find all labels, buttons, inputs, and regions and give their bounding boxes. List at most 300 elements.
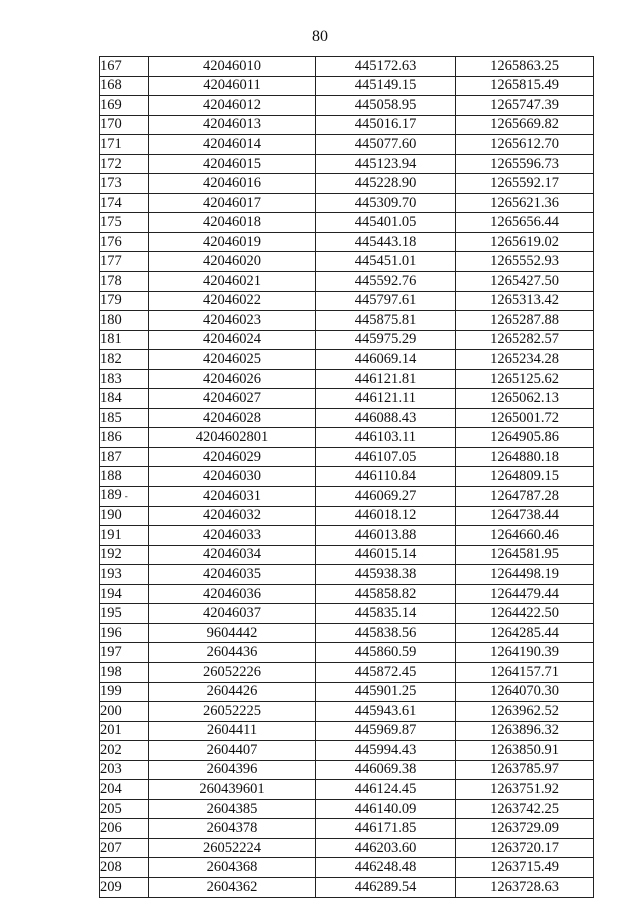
point-id-cell-text: 4204602801 [195, 429, 269, 446]
y-coordinate-cell-text: 1265596.73 [490, 155, 559, 172]
point-number-cell-text: 188 [100, 468, 122, 485]
y-coordinate-cell-text: 1264498.19 [490, 565, 559, 582]
y-coordinate-cell-text: 1264422.50 [490, 605, 559, 622]
point-number-cell-text: 169 [100, 96, 122, 113]
point-number-cell [100, 565, 149, 585]
point-number-cell [100, 350, 149, 370]
point-id-cell [149, 467, 316, 487]
point-id-cell [149, 115, 316, 135]
point-number-cell-text: 200 [100, 702, 122, 719]
y-coordinate-cell [456, 877, 594, 897]
x-coordinate-cell-text: 445123.94 [354, 155, 417, 172]
y-coordinate-cell [456, 311, 594, 331]
y-coordinate-cell [456, 662, 594, 682]
point-id-cell [149, 545, 316, 565]
x-coordinate-cell-text: 446121.11 [354, 390, 417, 407]
x-coordinate-cell-text: 446140.09 [354, 800, 417, 817]
x-coordinate-cell [316, 174, 456, 194]
point-number-cell-text: 204 [100, 781, 122, 797]
point-id-cell-text: 42046029 [203, 448, 261, 465]
x-coordinate-cell [316, 135, 456, 155]
point-id-cell [149, 330, 316, 350]
y-coordinate-cell [456, 682, 594, 702]
point-number-cell [100, 643, 149, 663]
y-coordinate-cell [456, 506, 594, 526]
table-row [100, 506, 594, 526]
y-coordinate-cell [456, 604, 594, 624]
point-id-cell-text: 42046035 [203, 565, 261, 582]
y-coordinate-cell-text: 1263728.63 [490, 878, 559, 895]
y-coordinate-cell [456, 76, 594, 96]
point-number-cell [100, 272, 149, 292]
point-id-cell [149, 682, 316, 702]
point-id-cell [149, 799, 316, 819]
y-coordinate-cell-text: 1264738.44 [490, 507, 559, 524]
point-id-cell-text: 42046019 [203, 233, 261, 250]
table-row [100, 311, 594, 331]
y-coordinate-cell-text: 1265621.36 [490, 194, 559, 211]
point-number-cell-text: 181 [100, 331, 122, 348]
y-coordinate-cell [456, 330, 594, 350]
table-row [100, 545, 594, 565]
table-row [100, 741, 594, 761]
y-coordinate-cell [456, 799, 594, 819]
point-id-cell [149, 877, 316, 897]
x-coordinate-cell [316, 565, 456, 585]
point-id-cell-text: 42046023 [203, 311, 261, 328]
x-coordinate-cell [316, 350, 456, 370]
point-number-cell [100, 311, 149, 331]
x-coordinate-cell [316, 643, 456, 663]
point-id-cell-text: 42046037 [203, 605, 261, 622]
x-coordinate-cell [316, 389, 456, 409]
y-coordinate-cell [456, 350, 594, 370]
point-id-cell-text: 2604362 [206, 878, 258, 895]
point-number-cell [100, 506, 149, 526]
point-id-cell-text: 42046013 [203, 116, 261, 133]
y-coordinate-cell [456, 741, 594, 761]
y-coordinate-cell [456, 447, 594, 467]
table-row [100, 428, 594, 448]
point-number-cell [100, 623, 149, 643]
y-coordinate-cell [456, 252, 594, 272]
y-coordinate-cell-text: 1263720.17 [490, 839, 559, 856]
table-row [100, 838, 594, 858]
point-number-cell [100, 193, 149, 213]
point-number-cell-text: 209 [100, 878, 122, 895]
y-coordinate-cell-text: 1265815.49 [490, 77, 559, 94]
point-number-cell-text: 183 [100, 370, 122, 387]
x-coordinate-cell-text: 446018.12 [354, 507, 417, 524]
point-id-cell [149, 76, 316, 96]
point-number-cell [100, 721, 149, 741]
point-number-cell-text: 191 [100, 526, 122, 543]
x-coordinate-cell-text: 446110.84 [354, 468, 417, 485]
table-row [100, 408, 594, 428]
table-row [100, 526, 594, 546]
point-id-cell [149, 272, 316, 292]
x-coordinate-cell-text: 445443.18 [354, 233, 417, 250]
point-id-cell-text: 42046014 [203, 135, 261, 152]
x-coordinate-cell [316, 213, 456, 233]
point-id-cell [149, 662, 316, 682]
x-coordinate-cell [316, 408, 456, 428]
point-id-cell-text: 2604378 [206, 820, 258, 837]
point-number-cell [100, 741, 149, 761]
point-id-cell [149, 702, 316, 722]
point-number-cell-text: 167 [100, 57, 122, 74]
point-id-cell [149, 252, 316, 272]
table-row [100, 135, 594, 155]
table-row [100, 623, 594, 643]
y-coordinate-cell-text: 1263850.91 [490, 741, 559, 758]
point-id-cell [149, 311, 316, 331]
x-coordinate-cell-text: 446069.27 [354, 487, 417, 504]
y-coordinate-cell [456, 643, 594, 663]
point-number-cell-text: 192 [100, 546, 122, 563]
x-coordinate-cell-text: 445228.90 [354, 175, 417, 192]
point-number-cell [100, 252, 149, 272]
point-number-cell-text: 194 [100, 585, 122, 602]
table-row [100, 760, 594, 780]
point-id-cell-text: 42046016 [203, 175, 261, 192]
x-coordinate-cell-text: 445401.05 [354, 214, 417, 231]
y-coordinate-cell-text: 1264157.71 [490, 663, 559, 680]
point-number-cell-text: 185 [100, 409, 122, 426]
table-row [100, 662, 594, 682]
point-id-cell-text: 2604436 [206, 644, 258, 661]
table-row [100, 96, 594, 116]
point-id-cell [149, 174, 316, 194]
point-number-cell [100, 96, 149, 116]
x-coordinate-cell-text: 445969.87 [354, 722, 417, 739]
point-id-cell [149, 428, 316, 448]
point-number-cell [100, 330, 149, 350]
y-coordinate-cell [456, 115, 594, 135]
point-id-cell [149, 643, 316, 663]
x-coordinate-cell-text: 445975.29 [354, 331, 417, 348]
table-row [100, 447, 594, 467]
coordinates-table [99, 56, 594, 898]
x-coordinate-cell-text: 445943.61 [354, 702, 417, 719]
y-coordinate-cell [456, 819, 594, 839]
point-id-cell [149, 858, 316, 878]
table-row [100, 154, 594, 174]
point-id-cell-text: 260439601 [199, 781, 265, 797]
point-number-cell [100, 545, 149, 565]
y-coordinate-cell [456, 135, 594, 155]
y-coordinate-cell-text: 1264880.18 [490, 448, 559, 465]
y-coordinate-cell [456, 193, 594, 213]
table-row [100, 799, 594, 819]
y-coordinate-cell-text: 1264809.15 [490, 468, 559, 485]
y-coordinate-cell [456, 565, 594, 585]
point-number-cell [100, 369, 149, 389]
x-coordinate-cell [316, 799, 456, 819]
y-coordinate-cell [456, 291, 594, 311]
x-coordinate-cell-text: 445149.15 [354, 77, 417, 94]
x-coordinate-cell [316, 760, 456, 780]
x-coordinate-cell-text: 446124.45 [354, 781, 417, 797]
point-number-cell-text: 206 [100, 820, 122, 837]
x-coordinate-cell-text: 446088.43 [354, 409, 417, 426]
point-id-cell [149, 232, 316, 252]
point-number-cell [100, 858, 149, 878]
x-coordinate-cell [316, 272, 456, 292]
x-coordinate-cell [316, 545, 456, 565]
y-coordinate-cell-text: 1265669.82 [490, 116, 559, 133]
point-id-cell-text: 2604385 [206, 800, 258, 817]
table-row [100, 389, 594, 409]
point-id-cell-text: 2604407 [206, 741, 258, 758]
y-coordinate-cell [456, 57, 594, 77]
point-id-cell-text: 2604411 [206, 722, 258, 739]
point-id-cell-text: 42046020 [203, 253, 261, 270]
y-coordinate-cell-text: 1263751.92 [490, 781, 559, 797]
point-id-cell [149, 838, 316, 858]
point-id-cell-text: 42046022 [203, 292, 261, 309]
point-id-cell-text: 42046018 [203, 214, 261, 231]
point-number-cell-text: 171 [100, 135, 122, 152]
y-coordinate-cell-text: 1265001.72 [490, 409, 559, 426]
y-coordinate-cell [456, 487, 594, 507]
point-id-cell [149, 154, 316, 174]
x-coordinate-cell-text: 446203.60 [354, 839, 417, 856]
table-row [100, 232, 594, 252]
point-id-cell [149, 96, 316, 116]
table-row [100, 252, 594, 272]
stray-mark: - [124, 491, 128, 502]
point-number-cell-text: 193 [100, 565, 122, 582]
point-number-cell-text: 177 [100, 253, 122, 270]
point-id-cell-text: 42046026 [203, 370, 261, 387]
y-coordinate-cell-text: 1263715.49 [490, 859, 559, 876]
point-id-cell-text: 42046011 [203, 77, 261, 94]
y-coordinate-cell [456, 545, 594, 565]
x-coordinate-cell [316, 447, 456, 467]
point-id-cell-text: 42046015 [203, 155, 261, 172]
point-number-cell [100, 682, 149, 702]
y-coordinate-cell-text: 1265747.39 [490, 96, 559, 113]
y-coordinate-cell-text: 1265287.88 [490, 311, 559, 328]
point-id-cell [149, 526, 316, 546]
point-number-cell-text: 197 [100, 644, 122, 661]
point-id-cell-text: 42046030 [203, 468, 261, 485]
x-coordinate-cell-text: 445309.70 [354, 194, 417, 211]
point-number-cell-text: 172 [100, 155, 122, 172]
point-number-cell-text: 187 [100, 448, 122, 465]
point-number-cell-text: 190 [100, 507, 122, 524]
x-coordinate-cell [316, 741, 456, 761]
x-coordinate-cell [316, 838, 456, 858]
point-id-cell-text: 42046010 [203, 57, 261, 74]
x-coordinate-cell-text: 446103.11 [354, 429, 417, 446]
point-id-cell-text: 42046021 [203, 272, 261, 289]
point-id-cell [149, 389, 316, 409]
point-id-cell [149, 408, 316, 428]
x-coordinate-cell [316, 115, 456, 135]
x-coordinate-cell [316, 76, 456, 96]
x-coordinate-cell-text: 445858.82 [354, 585, 417, 602]
y-coordinate-cell [456, 213, 594, 233]
table-row [100, 643, 594, 663]
point-id-cell [149, 369, 316, 389]
point-number-cell-text: 195 [100, 605, 122, 622]
y-coordinate-cell-text: 1265656.44 [490, 214, 559, 231]
x-coordinate-cell-text: 445838.56 [354, 624, 417, 641]
point-number-cell [100, 877, 149, 897]
y-coordinate-cell [456, 369, 594, 389]
table-row [100, 858, 594, 878]
x-coordinate-cell [316, 858, 456, 878]
y-coordinate-cell-text: 1265313.42 [490, 292, 559, 309]
y-coordinate-cell [456, 467, 594, 487]
point-id-cell-text: 42046025 [203, 350, 261, 367]
x-coordinate-cell-text: 445797.61 [354, 292, 417, 309]
x-coordinate-cell-text: 445938.38 [354, 565, 417, 582]
point-id-cell [149, 584, 316, 604]
x-coordinate-cell [316, 193, 456, 213]
point-number-cell [100, 799, 149, 819]
y-coordinate-cell-text: 1265863.25 [490, 57, 559, 74]
point-number-cell [100, 702, 149, 722]
table-row [100, 467, 594, 487]
point-number-cell-text: 182 [100, 350, 122, 367]
point-id-cell [149, 135, 316, 155]
y-coordinate-cell [456, 858, 594, 878]
point-id-cell [149, 741, 316, 761]
point-id-cell-text: 42046032 [203, 507, 261, 524]
point-number-cell [100, 467, 149, 487]
table-row [100, 604, 594, 624]
point-number-cell-text: 173 [100, 175, 122, 192]
y-coordinate-cell-text: 1263742.25 [490, 800, 559, 817]
y-coordinate-cell [456, 780, 594, 800]
point-id-cell-text: 42046017 [203, 194, 261, 211]
point-id-cell [149, 447, 316, 467]
y-coordinate-cell-text: 1264070.30 [490, 683, 559, 700]
y-coordinate-cell-text: 1265552.93 [490, 253, 559, 270]
x-coordinate-cell [316, 623, 456, 643]
y-coordinate-cell-text: 1265282.57 [490, 331, 559, 348]
x-coordinate-cell-text: 445451.01 [354, 253, 417, 270]
y-coordinate-cell [456, 584, 594, 604]
point-number-cell-text: 199 [100, 683, 122, 700]
table-row [100, 721, 594, 741]
table-row [100, 57, 594, 77]
x-coordinate-cell-text: 446069.38 [354, 761, 417, 778]
point-number-cell-text: 178 [100, 272, 122, 289]
y-coordinate-cell [456, 232, 594, 252]
y-coordinate-cell-text: 1263729.09 [490, 820, 559, 837]
x-coordinate-cell [316, 682, 456, 702]
y-coordinate-cell-text: 1265612.70 [490, 135, 559, 152]
y-coordinate-cell [456, 408, 594, 428]
y-coordinate-cell [456, 96, 594, 116]
x-coordinate-cell [316, 96, 456, 116]
y-coordinate-cell [456, 623, 594, 643]
table-row [100, 76, 594, 96]
table-row [100, 819, 594, 839]
x-coordinate-cell-text: 446107.05 [354, 448, 417, 465]
y-coordinate-cell-text: 1263962.52 [490, 702, 559, 719]
point-number-cell [100, 447, 149, 467]
x-coordinate-cell [316, 232, 456, 252]
x-coordinate-cell [316, 311, 456, 331]
x-coordinate-cell [316, 506, 456, 526]
y-coordinate-cell [456, 428, 594, 448]
page-number: 80 [312, 28, 328, 45]
point-number-cell [100, 213, 149, 233]
x-coordinate-cell [316, 467, 456, 487]
point-number-cell-text: 180 [100, 311, 122, 328]
x-coordinate-cell-text: 445875.81 [354, 311, 417, 328]
point-id-cell-text: 2604426 [206, 683, 258, 700]
y-coordinate-cell-text: 1265427.50 [490, 272, 559, 289]
point-number-cell-text: 205 [100, 800, 122, 817]
x-coordinate-cell [316, 819, 456, 839]
point-number-cell-text: 202 [100, 741, 122, 758]
x-coordinate-cell-text: 445901.25 [354, 683, 417, 700]
point-number-cell [100, 291, 149, 311]
point-number-cell [100, 154, 149, 174]
x-coordinate-cell-text: 446013.88 [354, 526, 417, 543]
y-coordinate-cell-text: 1264905.86 [490, 429, 559, 446]
x-coordinate-cell-text: 446121.81 [354, 370, 417, 387]
point-number-cell-text: 208 [100, 859, 122, 876]
x-coordinate-cell-text: 445835.14 [354, 605, 417, 622]
point-number-cell [100, 780, 149, 800]
x-coordinate-cell-text: 446015.14 [354, 546, 417, 563]
point-id-cell [149, 291, 316, 311]
point-id-cell-text: 42046033 [203, 526, 261, 543]
point-number-cell [100, 760, 149, 780]
x-coordinate-cell-text: 445016.17 [354, 116, 417, 133]
point-number-cell-text: 168 [100, 77, 122, 94]
point-number-cell-text: 179 [100, 292, 122, 309]
y-coordinate-cell-text: 1264285.44 [490, 624, 559, 641]
point-number-cell-text: 174 [100, 194, 122, 211]
table-row [100, 115, 594, 135]
point-number-cell-text: 186 [100, 429, 122, 446]
table-row [100, 291, 594, 311]
point-id-cell [149, 780, 316, 800]
y-coordinate-cell [456, 526, 594, 546]
point-number-cell [100, 662, 149, 682]
point-number-cell [100, 819, 149, 839]
y-coordinate-cell [456, 154, 594, 174]
point-id-cell [149, 57, 316, 77]
point-id-cell-text: 42046031 [203, 487, 261, 504]
point-id-cell [149, 350, 316, 370]
x-coordinate-cell [316, 291, 456, 311]
point-number-cell [100, 526, 149, 546]
x-coordinate-cell [316, 57, 456, 77]
y-coordinate-cell [456, 760, 594, 780]
table-row [100, 350, 594, 370]
x-coordinate-cell-text: 445592.76 [354, 272, 417, 289]
point-id-cell-text: 42046024 [203, 331, 261, 348]
x-coordinate-cell-text: 445058.95 [354, 96, 417, 113]
point-id-cell [149, 506, 316, 526]
point-number-cell [100, 115, 149, 135]
point-number-cell-text: 201 [100, 722, 122, 739]
x-coordinate-cell-text: 445994.43 [354, 741, 417, 758]
point-number-cell [100, 57, 149, 77]
point-number-cell-text: 196 [100, 624, 122, 641]
y-coordinate-cell-text: 1264787.28 [490, 487, 559, 504]
point-number-cell-text: 203 [100, 761, 122, 778]
